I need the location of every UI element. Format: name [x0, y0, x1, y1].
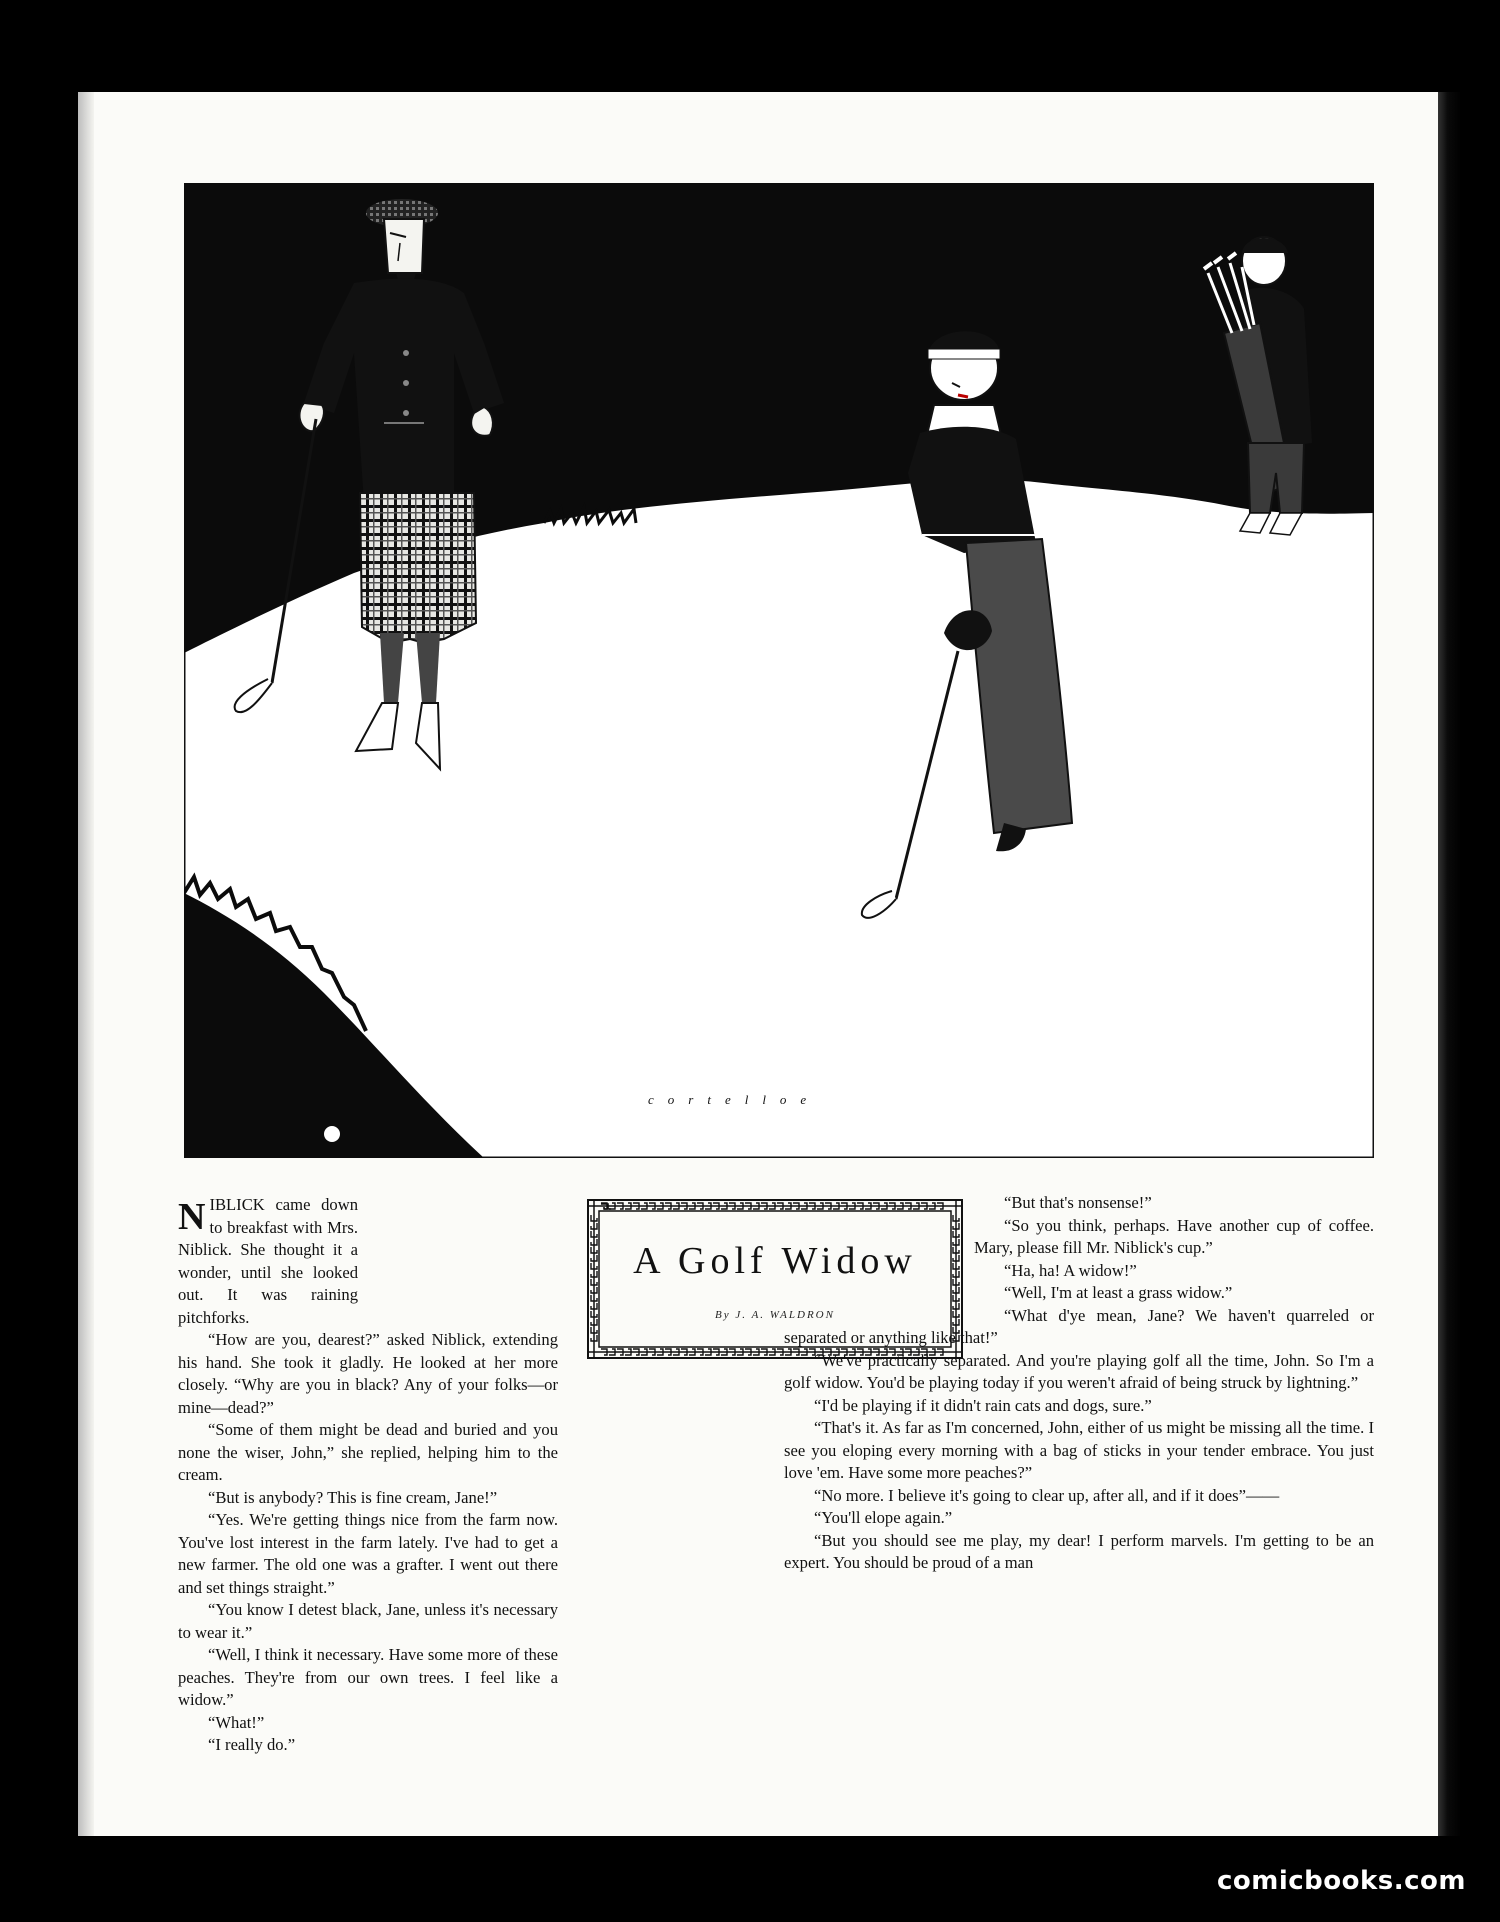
drop-cap: N [178, 1196, 206, 1238]
paragraph: “That's it. As far as I'm concerned, John, either of us might be missing all the time. I see you eloping every morning with a bag of sticks in your tender embrace. You just love 'em. Have some more peaches?” [784, 1418, 1374, 1482]
paragraph: “I really do.” [208, 1735, 296, 1754]
magazine-page [78, 92, 1460, 1836]
paragraph: “What d'ye mean, Jane? We haven't quarreled or separated or anything like that!” [784, 1305, 1374, 1347]
title-box-gap [358, 1194, 558, 1328]
article-byline: By J. A. WALDRON [715, 1309, 835, 1321]
paragraph: “How are you, dearest?” asked Niblick, extending his hand. She took it gladly. He looked at her more closely. “Why are you in black? Any of your folks—or mine—dead?” [178, 1330, 558, 1417]
paragraph: “Well, I think it necessary. Have some more of these peaches. They're from our own trees. I feel like a widow.” [178, 1645, 558, 1709]
paragraph: “Some of them might be dead and buried and you none the wiser, John,” she replied, helping him to the cream. [178, 1420, 558, 1484]
paragraph: “We've practically separated. And you're playing golf all the time, John. So I'm a golf widow. You'd be playing today if you weren't afraid of being struck by lightning.” [784, 1350, 1374, 1392]
paragraph: “Ha, ha! A widow!” [1004, 1260, 1137, 1280]
paragraph: NIBLICK came down to breakfast with Mrs. Niblick. She thought it a wonder, until she looked out. It was raining pitchforks. [178, 1195, 358, 1327]
paragraph: “What!” [208, 1712, 265, 1732]
paragraph: “Yes. We're getting things nice from the farm now. You've lost interest in the farm lately. I've had to get a new farmer. The old one was a grafter. I went out there and set things straight.” [178, 1510, 558, 1597]
paragraph: “You'll elope again.” [814, 1508, 953, 1527]
next-page-edge [1438, 92, 1460, 1836]
paragraph: “I'd be playing if it didn't rain cats and dogs, sure.” [814, 1395, 1152, 1415]
golf-illustration [184, 183, 1374, 1158]
paragraph: “But you should see me play, my dear! I perform marvels. I'm getting to be an expert. You should be proud of a man [784, 1530, 1374, 1572]
site-watermark: comicbooks.com [1216, 1866, 1466, 1896]
paragraph: “No more. I believe it's going to clear up, after all, and if it does”—— [814, 1485, 1280, 1505]
right-text-column [784, 1192, 1374, 1575]
article-title: A Golf Widow [633, 1240, 917, 1282]
paragraph: “You know I detest black, Jane, unless it's necessary to wear it.” [178, 1600, 558, 1642]
paragraph: “Well, I'm at least a grass widow.” [1004, 1283, 1233, 1302]
golf-ball [324, 1126, 340, 1142]
title-box-gap-right [784, 1192, 974, 1314]
page-spine-shadow [78, 92, 94, 1836]
artist-signature: cortelloe [648, 1092, 821, 1107]
paragraph: “But is anybody? This is fine cream, Jane!” [208, 1487, 498, 1507]
left-text-column [178, 1194, 558, 1757]
paragraph: “But that's nonsense!” [1004, 1193, 1152, 1212]
paragraph: “So you think, perhaps. Have another cup of coffee. Mary, please fill Mr. Niblick's cup.” [974, 1215, 1374, 1257]
